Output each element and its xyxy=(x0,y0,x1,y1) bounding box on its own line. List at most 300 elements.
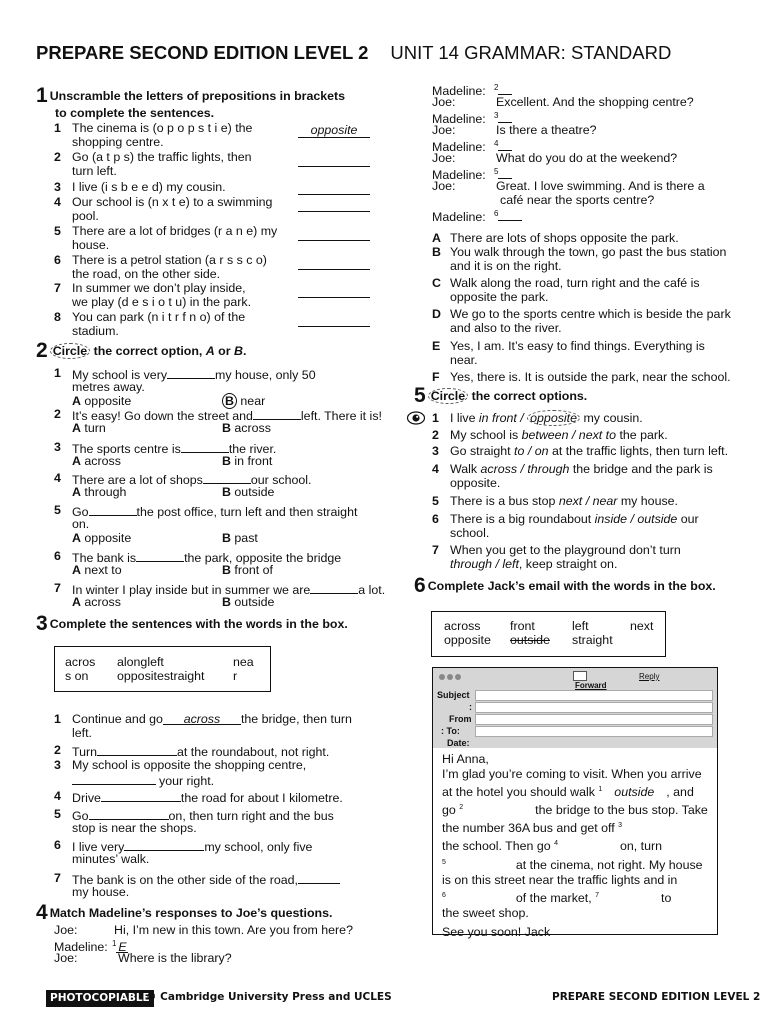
or-word: or xyxy=(214,344,235,358)
box-word: nea xyxy=(233,655,254,669)
question-text xyxy=(72,726,92,741)
exercise-number: 3 xyxy=(36,612,48,635)
question-text: stadium. xyxy=(72,324,119,338)
window-dot-icon xyxy=(439,674,445,680)
exercise-number: 1 xyxy=(36,84,48,107)
question-text: In summer we don’t play inside, xyxy=(72,281,246,295)
option-1[interactable]: in front xyxy=(478,411,517,425)
question-item xyxy=(54,150,374,180)
question-number: 4 xyxy=(54,195,61,209)
question-text-pre: The bank is on the other side of the road, xyxy=(72,873,298,887)
question-item xyxy=(54,281,374,311)
question-text xyxy=(450,494,678,509)
option-a[interactable]: A across xyxy=(72,595,121,609)
speaker-name: Joe: xyxy=(432,151,456,165)
circle-word: Circle xyxy=(50,343,90,359)
option-letter: B xyxy=(432,245,441,259)
question-number: 5 xyxy=(54,807,61,821)
answer-blank[interactable] xyxy=(89,503,137,516)
exercise-number: 4 xyxy=(36,901,48,924)
option-2[interactable]: on xyxy=(534,444,549,458)
question-text-pre: Turn xyxy=(72,745,98,759)
exercise-5-heading xyxy=(414,386,754,406)
option-text: Walk along the road, turn right and the café is xyxy=(450,276,700,290)
question-text-line2: stop is near the shops. xyxy=(72,821,197,835)
end-dot: . xyxy=(242,344,247,358)
question-text-pre: I live very xyxy=(72,840,125,854)
question-text-pre: Go straight xyxy=(450,444,515,458)
question-item xyxy=(54,503,374,547)
email-text: on, turn xyxy=(619,839,663,854)
question-text-pre: There is a bus stop xyxy=(450,494,559,508)
exercise-number: 5 xyxy=(414,384,426,407)
option-a-text: through xyxy=(84,485,127,499)
speaker-text: Excellent. And the shopping centre? xyxy=(496,95,694,109)
box-word: oppositestraight xyxy=(117,669,205,683)
option-b-letter: B xyxy=(222,421,231,435)
question-text-pre: Drive xyxy=(72,791,101,805)
question-text-pre: The bank is xyxy=(72,551,137,565)
answer-blank[interactable] xyxy=(298,255,370,270)
question-number: 5 xyxy=(54,224,61,238)
question-item xyxy=(432,512,752,542)
question-number: 1 xyxy=(54,366,61,380)
question-text: Go (a t p s) the traffic lights, then xyxy=(72,150,252,164)
question-text-line2: my house. xyxy=(72,885,130,899)
question-number: 2 xyxy=(54,150,61,164)
question-number: 5 xyxy=(54,503,61,517)
option-b-letter: B xyxy=(222,393,237,409)
option-b-text: outside xyxy=(234,485,275,499)
envelope-icon xyxy=(573,671,587,681)
option-1[interactable]: to xyxy=(514,444,525,458)
to-label: : To: xyxy=(441,726,460,736)
exercise-number: 6 xyxy=(414,574,426,597)
question-text-post: , keep straight on. xyxy=(518,557,618,571)
question-text-post: the park, opposite the bridge xyxy=(184,551,342,565)
answer-blank[interactable] xyxy=(498,166,512,179)
question-number: 3 xyxy=(54,180,61,194)
answer-blank[interactable] xyxy=(298,226,370,241)
answer-number: 1 xyxy=(112,939,117,948)
question-text-post: my school, only five xyxy=(204,840,313,854)
question-text-post: my cousin. xyxy=(580,411,643,425)
question-text xyxy=(450,428,668,443)
option-b-text: past xyxy=(234,531,258,545)
option-text: There are lots of shops opposite the park. xyxy=(450,231,679,245)
box-word: opposite xyxy=(444,633,491,647)
option-1[interactable]: next xyxy=(558,494,583,508)
question-text-pre: There are a lot of shops xyxy=(72,473,203,487)
email-text: to xyxy=(661,890,672,905)
email-window xyxy=(432,667,718,939)
option-b[interactable] xyxy=(222,531,258,546)
question-text: There is a petrol station (a r s s c o) xyxy=(72,253,267,267)
email-answer-1: outside xyxy=(614,785,655,800)
footer-right-text: PREPARE SECOND EDITION LEVEL 2 xyxy=(552,991,761,1003)
option-b[interactable] xyxy=(222,595,274,610)
question-item xyxy=(54,121,374,151)
question-text xyxy=(450,512,699,527)
option-separator: / xyxy=(627,512,638,526)
dialogue-line xyxy=(432,151,677,166)
question-text: The cinema is (o p o p s t i e) the xyxy=(72,121,253,135)
email-line: go $^2$ the bridge to the bus stop. Take xyxy=(442,803,708,818)
question-text xyxy=(72,821,197,836)
email-text: go xyxy=(442,803,456,818)
question-text xyxy=(450,557,617,572)
answer-blank[interactable] xyxy=(136,549,184,562)
question-number: 2 xyxy=(432,428,439,442)
answer-number: 3 xyxy=(494,111,499,120)
option-b-letter: B xyxy=(222,563,231,577)
option-text: and it is on the right. xyxy=(450,259,562,273)
question-text xyxy=(72,758,306,773)
answer-blank[interactable] xyxy=(310,581,358,594)
question-text-post: our xyxy=(677,512,699,526)
option-a[interactable]: A opposite xyxy=(72,531,132,545)
speaker-name: Joe: xyxy=(432,179,456,193)
option-separator: / xyxy=(492,557,503,571)
question-text xyxy=(72,503,357,520)
email-body xyxy=(442,752,717,940)
answer-blank[interactable]: E xyxy=(118,940,127,955)
speaker-name: Madeline: xyxy=(432,168,486,183)
question-text xyxy=(72,712,352,727)
option-1[interactable]: across xyxy=(480,462,518,476)
question-text xyxy=(450,444,728,459)
dialogue-line xyxy=(432,207,522,225)
answer-blank[interactable] xyxy=(72,772,156,785)
exercise-instruction: Match Madeline’s responses to Joe’s questions. xyxy=(49,906,333,920)
photocopiable-badge: PHOTOCOPIABLE xyxy=(46,990,154,1007)
question-text-line2: left. xyxy=(72,726,92,740)
option-text: and also to the river. xyxy=(450,321,562,335)
subject-label: Subject xyxy=(437,690,470,700)
book-title: PREPARE SECOND EDITION LEVEL 2 xyxy=(36,42,369,63)
answer-blank[interactable]: opposite xyxy=(298,123,370,138)
question-number: 6 xyxy=(432,512,439,526)
question-item xyxy=(54,253,374,283)
date-label: Date: xyxy=(447,738,470,748)
option-2[interactable]: opposite xyxy=(527,410,580,426)
email-greeting: Hi Anna, xyxy=(442,752,489,766)
question-text: the road, on the other side. xyxy=(72,267,221,281)
question-number: 1 xyxy=(54,712,61,726)
question-text-post: a lot. xyxy=(358,583,386,597)
exercise-2-heading xyxy=(36,341,376,361)
question-text: we play (d e s i o t u) in the park. xyxy=(72,295,252,309)
email-text: the school. Then go xyxy=(442,839,551,854)
dialogue-line xyxy=(432,95,694,110)
question-text-pre: I live xyxy=(450,411,479,425)
question-text xyxy=(72,789,343,806)
box-word: acros xyxy=(65,655,96,669)
word-box-6 xyxy=(431,611,666,657)
question-number: 2 xyxy=(54,407,61,421)
question-text xyxy=(450,462,713,477)
answer-number: 4 xyxy=(494,139,499,148)
answer-blank[interactable] xyxy=(203,471,251,484)
question-number: 6 xyxy=(54,549,61,563)
option-separator: / xyxy=(582,494,593,508)
question-text-pre: Walk xyxy=(450,462,481,476)
option-letter: A xyxy=(432,231,441,245)
question-text-post: left. There it is! xyxy=(300,409,382,423)
speaker-name: Madeline: xyxy=(432,112,486,127)
option-a-text: across xyxy=(84,454,121,468)
to-field[interactable] xyxy=(475,726,713,737)
question-text-post: our school. xyxy=(250,473,312,487)
question-number: 6 xyxy=(54,253,61,267)
option-a-text: across xyxy=(84,595,121,609)
option-b-text: outside xyxy=(234,595,275,609)
answer-blank[interactable] xyxy=(498,208,522,221)
option-a[interactable]: A through xyxy=(72,485,127,499)
question-item xyxy=(54,366,374,410)
answer-blank[interactable] xyxy=(101,789,181,802)
question-text-pre: The sports centre is xyxy=(72,442,181,456)
question-item xyxy=(432,462,752,492)
subject-colon: : xyxy=(469,702,472,712)
option-b[interactable] xyxy=(222,454,272,469)
answer-blank[interactable] xyxy=(298,180,370,195)
answer-blank[interactable] xyxy=(298,152,370,167)
question-item xyxy=(54,758,374,788)
question-number: 2 xyxy=(54,743,61,757)
option-1[interactable]: between xyxy=(521,428,569,442)
option-a[interactable]: A turn xyxy=(72,421,106,435)
answer-number: 2 xyxy=(494,83,499,92)
question-text-post: at the roundabout, not right. xyxy=(177,745,330,759)
question-text-post: the road for about I kilometre. xyxy=(180,791,343,805)
option-text: near. xyxy=(450,353,478,367)
option-a-label: A xyxy=(205,344,215,358)
option-2[interactable]: next to xyxy=(578,428,616,442)
speaker-name: Madeline: xyxy=(54,940,108,955)
option-a-text: opposite xyxy=(84,531,132,545)
email-text: at the cinema, not right. My house xyxy=(515,857,703,872)
box-word: front xyxy=(510,619,535,633)
question-text-post: the bridge and the park is xyxy=(569,462,713,476)
exercise-4-heading xyxy=(36,903,396,923)
question-text-pre: Continue and go xyxy=(72,712,163,726)
dialogue-line xyxy=(432,179,705,194)
question-item xyxy=(54,224,374,254)
speaker-text: Great. I love swimming. And is there a xyxy=(496,179,705,193)
answer-blank[interactable] xyxy=(298,312,370,327)
answer-blank[interactable] xyxy=(253,407,301,420)
question-text xyxy=(72,885,129,900)
option-2[interactable]: through xyxy=(527,462,570,476)
exercise-instruction: the correct option, xyxy=(90,344,206,358)
option-text: Yes, there is. It is outside the park, near the school. xyxy=(450,370,731,384)
from-label: From xyxy=(449,714,472,724)
question-text: There are a lot of bridges (r a n e) my xyxy=(72,224,278,238)
exercise-instruction: Unscramble the letters of prepositions in brackets xyxy=(49,89,346,103)
dialogue-line xyxy=(54,951,232,966)
email-line: $^6$ of the market, $^7$ to xyxy=(442,890,672,905)
box-word: alongleft xyxy=(117,655,164,669)
option-b-label: B xyxy=(234,344,243,358)
question-item xyxy=(432,543,752,573)
question-item xyxy=(54,310,374,340)
option-separator: / xyxy=(516,411,528,425)
email-text: of the market, xyxy=(515,890,592,905)
question-text-pre: Go xyxy=(72,505,89,519)
email-line: the number 36A bus and get off $^3$ xyxy=(442,821,623,836)
answer-blank[interactable] xyxy=(498,138,512,151)
speaker-name: Madeline: xyxy=(432,84,486,99)
question-number: 7 xyxy=(54,871,61,885)
email-text: the bridge to the bus stop. Take xyxy=(535,803,708,818)
option-separator: / xyxy=(524,444,535,458)
question-text-pre: In winter I play inside but in summer we are xyxy=(72,583,311,597)
exercise-1-heading xyxy=(36,86,376,106)
email-line: the sweet shop. xyxy=(442,905,529,920)
option-b[interactable] xyxy=(222,563,273,578)
question-text-pre: When you get to the playground don’t turn xyxy=(450,543,681,557)
exercise-3-heading xyxy=(36,614,396,634)
reply-link[interactable]: Reply xyxy=(639,672,660,681)
question-text-post: the park. xyxy=(616,428,668,442)
circle-word: Circle xyxy=(428,388,468,404)
question-text: I live (i s b e e d) my cousin. xyxy=(72,180,226,194)
email-header xyxy=(433,668,717,748)
speaker-name: Joe: xyxy=(54,951,78,965)
question-number: 8 xyxy=(54,310,61,324)
exercise-instruction-cont: to complete the sentences. xyxy=(55,106,215,120)
option-b-letter: B xyxy=(222,454,231,468)
option-b[interactable] xyxy=(222,485,274,500)
option-separator: / xyxy=(568,428,579,442)
email-signoff: See you soon! Jack xyxy=(442,924,551,939)
question-number: 7 xyxy=(54,281,61,295)
box-word: s on xyxy=(65,669,89,683)
speaker-name: Madeline: xyxy=(432,140,486,155)
question-number: 3 xyxy=(432,444,439,458)
question-text-pre: My school is xyxy=(450,428,522,442)
question-text xyxy=(450,411,643,426)
box-word: next xyxy=(630,619,654,633)
option-2[interactable]: left xyxy=(502,557,519,571)
question-number: 1 xyxy=(432,411,439,425)
option-separator: / xyxy=(517,462,528,476)
question-text-line2: school. xyxy=(450,526,490,540)
forward-link[interactable]: Forward xyxy=(575,681,607,690)
question-number: 7 xyxy=(432,543,439,557)
eye-icon xyxy=(407,411,425,425)
question-text-post: the post office, turn left and then straight xyxy=(136,505,358,519)
answer-blank[interactable] xyxy=(124,838,204,851)
question-text: pool. xyxy=(72,209,99,223)
page-header xyxy=(36,42,736,64)
option-b-letter: B xyxy=(222,595,231,609)
option-letter: F xyxy=(432,370,440,384)
question-text-post: my house. xyxy=(617,494,678,508)
option-b-letter: B xyxy=(222,531,231,545)
option-a[interactable]: A across xyxy=(72,454,121,468)
option-letter: D xyxy=(432,307,441,321)
speaker-text: Is there a theatre? xyxy=(496,123,597,137)
exercise-instruction: Complete Jack’s email with the words in the box. xyxy=(427,579,716,593)
option-a[interactable]: A opposite xyxy=(72,394,132,408)
question-text: shopping centre. xyxy=(72,135,164,149)
answer-blank[interactable] xyxy=(181,440,229,453)
option-1[interactable]: through xyxy=(450,557,493,571)
answer-number: 5 xyxy=(494,167,499,176)
email-line: at the hotel you should walk $^1$ outside , and xyxy=(442,785,694,800)
option-a-text: next to xyxy=(84,563,122,577)
question-number: 5 xyxy=(432,494,439,508)
speaker-name: Joe: xyxy=(432,95,456,109)
from-field[interactable] xyxy=(475,714,713,725)
subject-field[interactable] xyxy=(475,690,713,701)
option-a-text: opposite xyxy=(84,394,132,408)
question-text-pre: Go xyxy=(72,809,89,823)
answer-blank[interactable] xyxy=(97,743,177,756)
answer-blank[interactable] xyxy=(498,82,512,95)
subject-field-2[interactable] xyxy=(475,702,713,713)
speaker-text: Where is the library? xyxy=(118,951,232,965)
option-1[interactable]: inside xyxy=(594,512,628,526)
exercise-instruction: the correct options. xyxy=(468,389,588,403)
option-letter: C xyxy=(432,276,441,290)
option-2[interactable]: outside xyxy=(637,512,678,526)
email-text: , and xyxy=(666,785,694,800)
option-b-letter: B xyxy=(222,485,231,499)
question-text-post: the bridge, then turn xyxy=(240,712,352,726)
answer-blank[interactable] xyxy=(298,283,370,298)
option-2[interactable]: near xyxy=(592,494,618,508)
option-text: We go to the sports centre which is beside the park xyxy=(450,307,731,321)
question-text xyxy=(72,772,214,789)
option-b-text: near xyxy=(240,394,266,408)
question-text-pre: My school is opposite the shopping centre, xyxy=(72,758,307,772)
question-text: on. xyxy=(72,517,90,531)
question-number: 4 xyxy=(54,789,61,803)
box-word: across xyxy=(444,619,481,633)
box-word-crossed: outside xyxy=(510,633,550,647)
answer-blank[interactable] xyxy=(89,807,169,820)
email-line: I’m glad you’re coming to visit. When you arrive xyxy=(442,767,702,781)
email-line: $^5$ at the cinema, not right. My house xyxy=(442,857,703,872)
dialogue-line-cont: café near the sports centre? xyxy=(500,193,655,207)
answer-number: 6 xyxy=(494,209,499,218)
option-b-text: front of xyxy=(234,563,273,577)
question-text-pre: It’s easy! Go down the street and xyxy=(72,409,253,423)
email-text: the number 36A bus and get off xyxy=(442,821,615,836)
window-dot-icon xyxy=(455,674,461,680)
answer-blank[interactable] xyxy=(167,366,215,379)
answer-blank[interactable] xyxy=(298,871,340,884)
question-item xyxy=(54,195,374,225)
answer-blank[interactable] xyxy=(298,197,370,212)
option-b-text: across xyxy=(234,421,271,435)
option-text: opposite the park. xyxy=(450,290,549,304)
answer-blank[interactable]: across xyxy=(163,712,241,725)
option-a[interactable]: A next to xyxy=(72,563,122,577)
option-text: Yes, I am. It’s easy to find things. Everything is xyxy=(450,339,705,353)
option-a-text: turn xyxy=(84,421,106,435)
exercise-number: 2 xyxy=(36,339,48,362)
question-number: 3 xyxy=(54,440,61,454)
box-word: left xyxy=(572,619,589,633)
option-letter: E xyxy=(432,339,441,353)
option-b[interactable] xyxy=(222,421,271,436)
answer-blank[interactable] xyxy=(498,110,512,123)
exercise-6-heading xyxy=(414,576,754,596)
